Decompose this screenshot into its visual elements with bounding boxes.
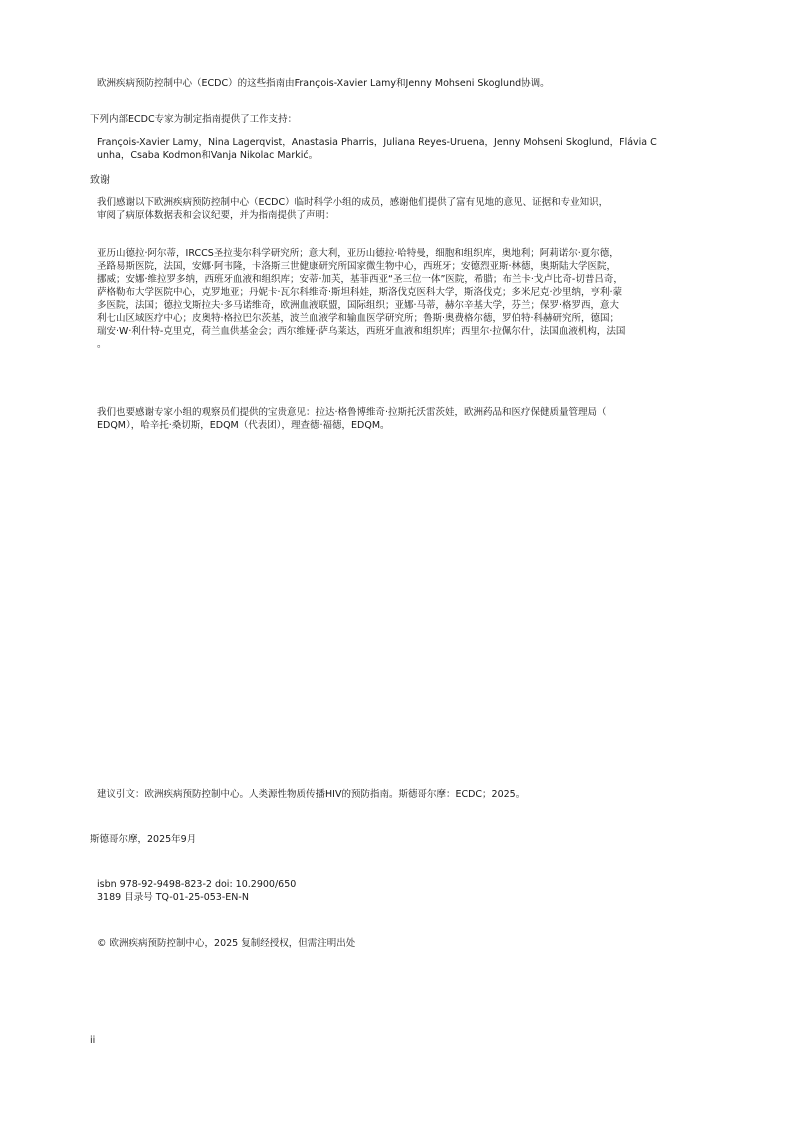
- acknowledgements-intro: 我们感谢以下欧洲疾病预防控制中心（ECDC）临时科学小组的成员，感谢他们提供了富有见地的意见、证据和专业知识， 审阅了病原体数据表和会议纪要，并为指南提供了声明：: [97, 197, 609, 221]
- place-and-date: 斯德哥尔摩，2025年9月: [90, 834, 197, 845]
- suggested-citation: 建议引文：欧洲疾病预防控制中心。人类源性物质传播HIV的预防指南。斯德哥尔摩：ECDC；2025。: [97, 789, 526, 800]
- page-number: ii: [90, 1035, 96, 1046]
- isbn-doi: isbn 978-92-9498-823-2 doi: 10.2900/650: [97, 879, 297, 890]
- observers-thanks: 我们也要感谢专家小组的观察员们提供的宝贵意见：拉达·格鲁博维奇·拉斯托沃雷茨娃，欧洲药品和医疗保健质量管理局（ EDQM），哈辛托·桑切斯，EDQM（代表团），理查德·福德，EDQM。: [97, 407, 607, 431]
- panel-members-list: 亚历山德拉·阿尔蒂，IRCCS圣拉斐尔科学研究所；意大利，亚历山德拉·哈特曼，细胞和组织库，奥地利；阿莉诺尔·夏尔德， 圣路易斯医院，法国，安娜·阿韦隆，卡洛斯三世健康研究所国家微生物中心，西班牙；安德烈亚斯·林德，奥斯陆大学医院， 挪威；安娜·维拉罗多纳，西班牙血液和组织库；安蒂·加芙，基菲西亚“圣三位一体”医院，希腊；布兰卡·戈卢比奇-切普吕奇， 萨格勒布大学医院中心，克罗地亚；丹妮卡·瓦尔科维奇·斯坦科娃，斯洛伐克医科大学，斯洛伐克；多米尼克·沙里纳，亨利·蒙 多医院，法国；德拉戈斯拉夫·多马诺维奇，欧洲血液联盟，国际组织；亚娜·马蒂，赫尔辛基大学，芬兰；保罗·格罗西，意大 利七山区域医疗中心；皮奥特·格拉巴尔茨基，波兰血液学和输血医学研究所；鲁斯·奥费格尔德，罗伯特·科赫研究所，德国； 瑞安·W·利什特-克里克，荷兰血供基金会；西尔维娅·萨乌莱达，西班牙血液和组织库；西里尔·拉佩尔什，法国血液机构，法国 。: [97, 248, 626, 350]
- ecdc-experts-names: François-Xavier Lamy，Nina Lagerqvist，Anastasia Pharris，Juliana Reyes-Uruena，Jenny Mohseni Skoglund，Flávia C unha，Csaba Kodmon和Vanja Nikolac Markić。: [97, 137, 657, 161]
- copyright-notice: © 欧洲疾病预防控制中心，2025 复制经授权，但需注明出处: [97, 938, 356, 949]
- ecdc-experts-heading: 下列内部ECDC专家为制定指南提供了工作支持：: [90, 114, 298, 125]
- coordination-statement: 欧洲疾病预防控制中心（ECDC）的这些指南由François-Xavier Lamy和Jenny Mohseni Skoglund协调。: [97, 78, 550, 89]
- acknowledgements-heading: 致谢: [90, 175, 110, 186]
- catalogue-number: 3189 目录号 TQ-01-25-053-EN-N: [97, 892, 249, 903]
